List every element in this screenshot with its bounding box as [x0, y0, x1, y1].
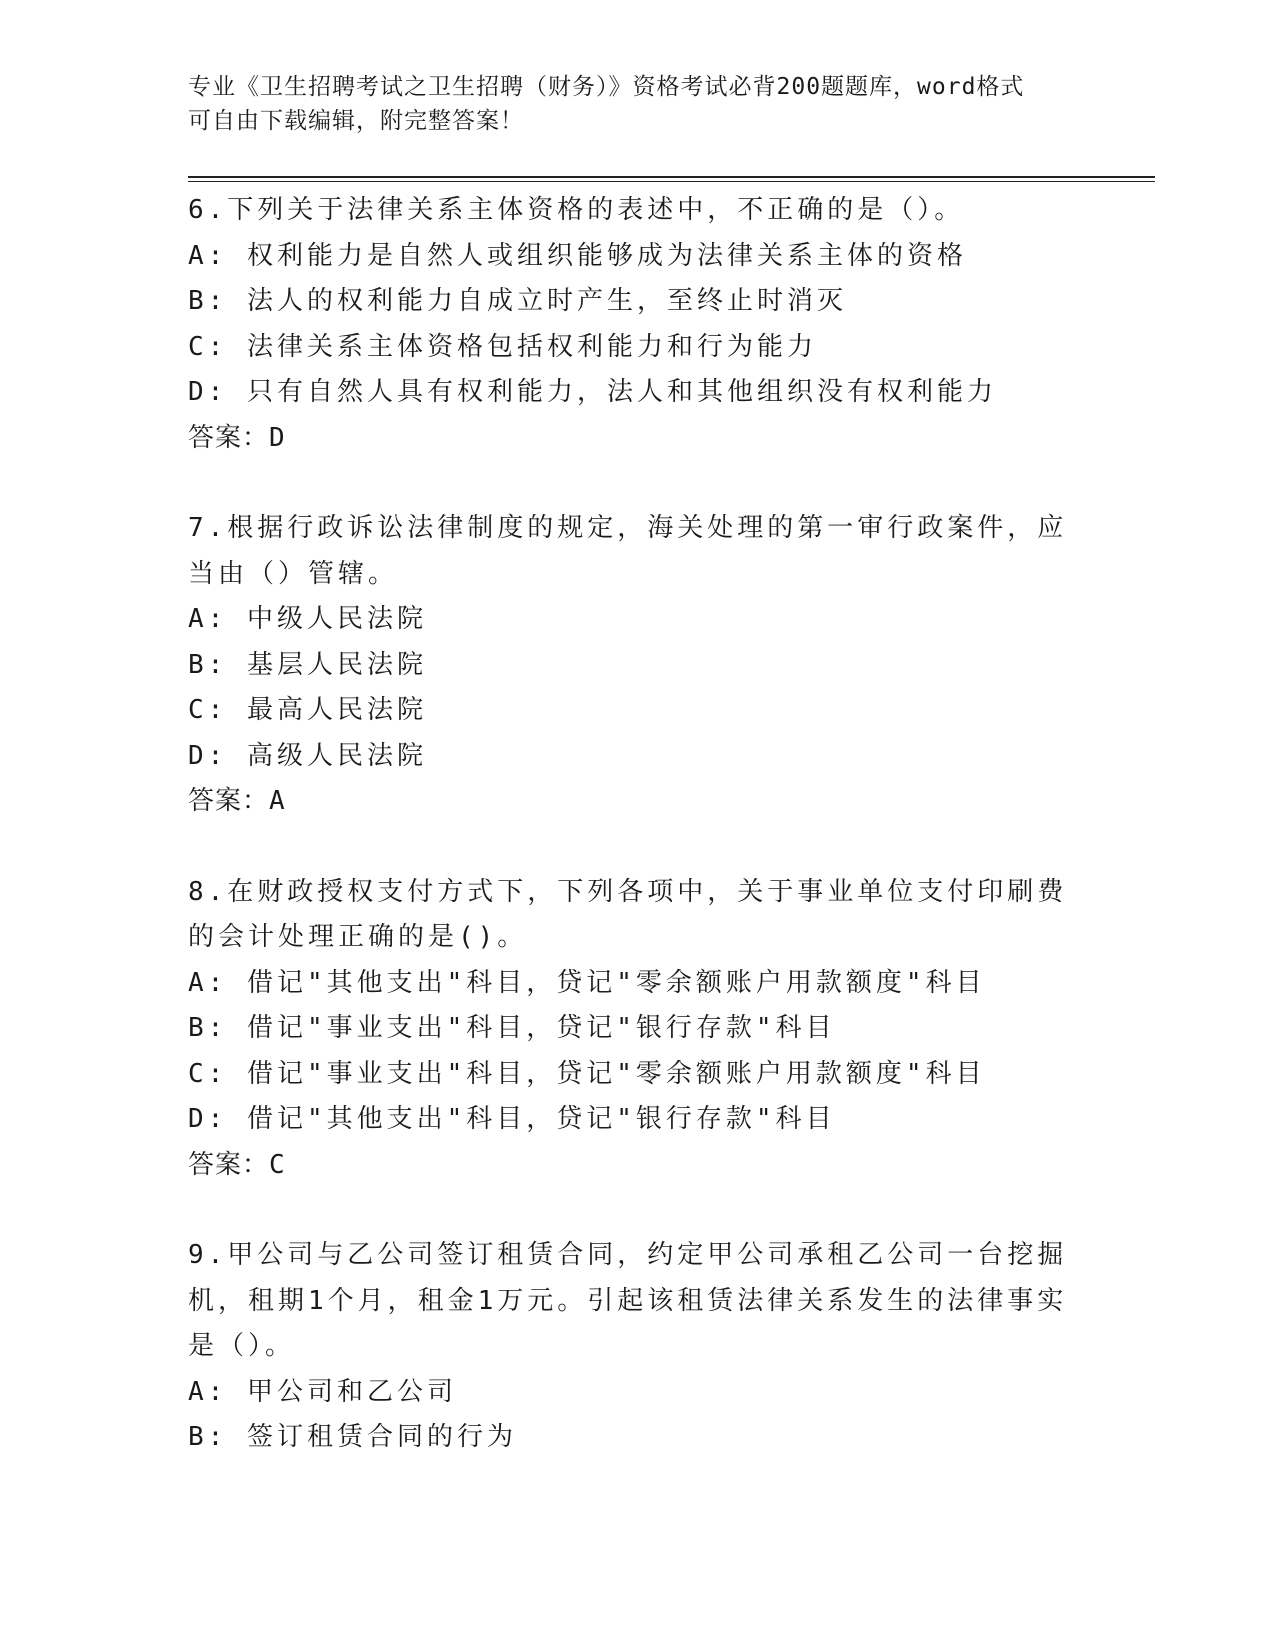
- option-c: C: 法律关系主体资格包括权利能力和行为能力: [188, 331, 817, 362]
- header-divider-thin: [188, 181, 1155, 182]
- question-stem: 9.甲公司与乙公司签订租赁合同，约定甲公司承租乙公司一台挖掘机，租期1个月，租金1万元。引起该租赁法律关系发生的法律事实是（）。: [188, 1240, 1068, 1361]
- option-b: B: 基层人民法院: [188, 649, 427, 680]
- option-b: B: 借记"事业支出"科目，贷记"银行存款"科目: [188, 1013, 836, 1043]
- option-a: A: 中级人民法院: [188, 604, 427, 634]
- option-d: D: 借记"其他支出"科目，贷记"银行存款"科目: [188, 1104, 836, 1134]
- question-stem: 6.下列关于法律关系主体资格的表述中，不正确的是（）。: [188, 195, 965, 225]
- header-line-1: 专业《卫生招聘考试之卫生招聘（财务）》资格考试必背200题题库，word格式: [188, 74, 1025, 100]
- answer: 答案：C: [188, 1149, 286, 1180]
- spacer: [188, 461, 1068, 506]
- question-stem: 7.根据行政诉讼法律制度的规定，海关处理的第一审行政案件，应当由（）管辖。: [188, 513, 1068, 589]
- question-9: [188, 1233, 1068, 1461]
- question-6: [188, 188, 1068, 461]
- spacer: [188, 825, 1068, 870]
- document-header: [188, 70, 1188, 138]
- header-divider: [188, 176, 1155, 178]
- answer: 答案：D: [188, 422, 286, 453]
- option-b: B: 法人的权利能力自成立时产生，至终止时消灭: [188, 286, 847, 316]
- option-c: C: 最高人民法院: [188, 695, 427, 725]
- question-7: [188, 506, 1068, 825]
- spacer: [188, 1188, 1068, 1233]
- option-d: D: 只有自然人具有权利能力，法人和其他组织没有权利能力: [188, 377, 997, 407]
- option-b: B: 签订租赁合同的行为: [188, 1422, 517, 1452]
- option-d: D: 高级人民法院: [188, 740, 427, 771]
- option-a: A: 借记"其他支出"科目，贷记"零余额账户用款额度"科目: [188, 967, 986, 998]
- option-c: C: 借记"事业支出"科目，贷记"零余额账户用款额度"科目: [188, 1058, 986, 1089]
- header-line-2: 可自由下载编辑，附完整答案！: [188, 108, 524, 134]
- question-stem: 8.在财政授权支付方式下，下列各项中，关于事业单位支付印刷费的会计处理正确的是()。: [188, 876, 1068, 952]
- option-a: A: 甲公司和乙公司: [188, 1376, 457, 1407]
- question-8: [188, 870, 1068, 1189]
- question-list: [188, 188, 1068, 1461]
- answer: 答案：A: [188, 786, 286, 816]
- option-a: A: 权利能力是自然人或组织能够成为法律关系主体的资格: [188, 240, 967, 271]
